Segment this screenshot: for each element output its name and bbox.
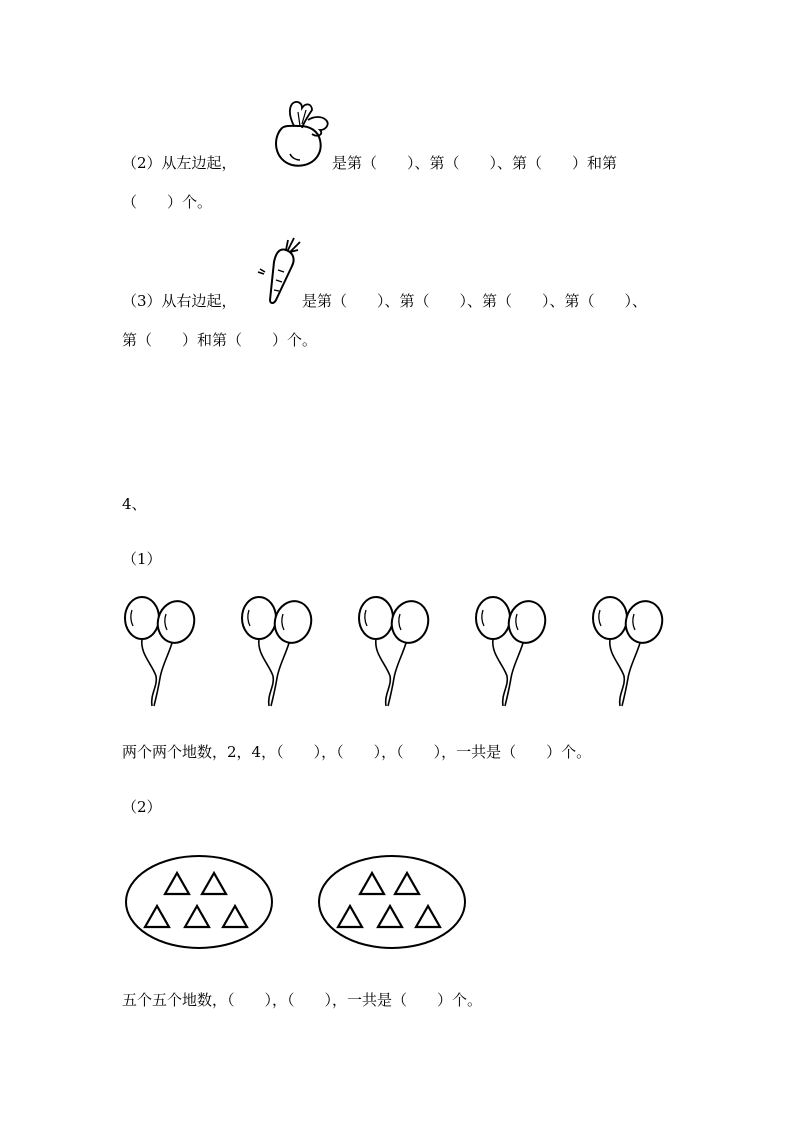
q3-part2-prefix: （2）从左边起， <box>122 154 237 172</box>
carrot-icon <box>256 236 304 306</box>
oval-triangles-2 <box>316 852 468 952</box>
balloon-pair-3 <box>354 594 436 712</box>
radish-icon <box>268 98 332 170</box>
q3-part2-blanks: 是第（ ）、第（ ）、第（ ）和第 <box>332 154 618 172</box>
q4-part2-text: 五个五个地数，（ ），（ ），一共是（ ）个。 <box>122 991 483 1009</box>
q4-part2-label: （2） <box>122 798 162 816</box>
q4-number: 4、 <box>122 495 147 513</box>
balloon-pair-4 <box>471 594 553 712</box>
q3-part3-prefix: （3）从右边起， <box>122 292 237 310</box>
oval-triangles-1 <box>123 852 275 952</box>
balloon-pair-1 <box>120 594 202 712</box>
q3-part3-blanks: 是第（ ）、第（ ）、第（ ）、第（ ）、 <box>302 292 648 310</box>
balloon-pair-2 <box>237 594 319 712</box>
q4-part1-text: 两个两个地数，2，4，（ ），（ ），（ ），一共是（ ）个。 <box>122 743 592 761</box>
q3-part3-line2: 第（ ）和第（ ）个。 <box>122 331 318 349</box>
q3-part2-line2: （ ）个。 <box>122 193 213 211</box>
balloon-pair-5 <box>588 594 670 712</box>
q4-part1-label: （1） <box>122 550 162 568</box>
